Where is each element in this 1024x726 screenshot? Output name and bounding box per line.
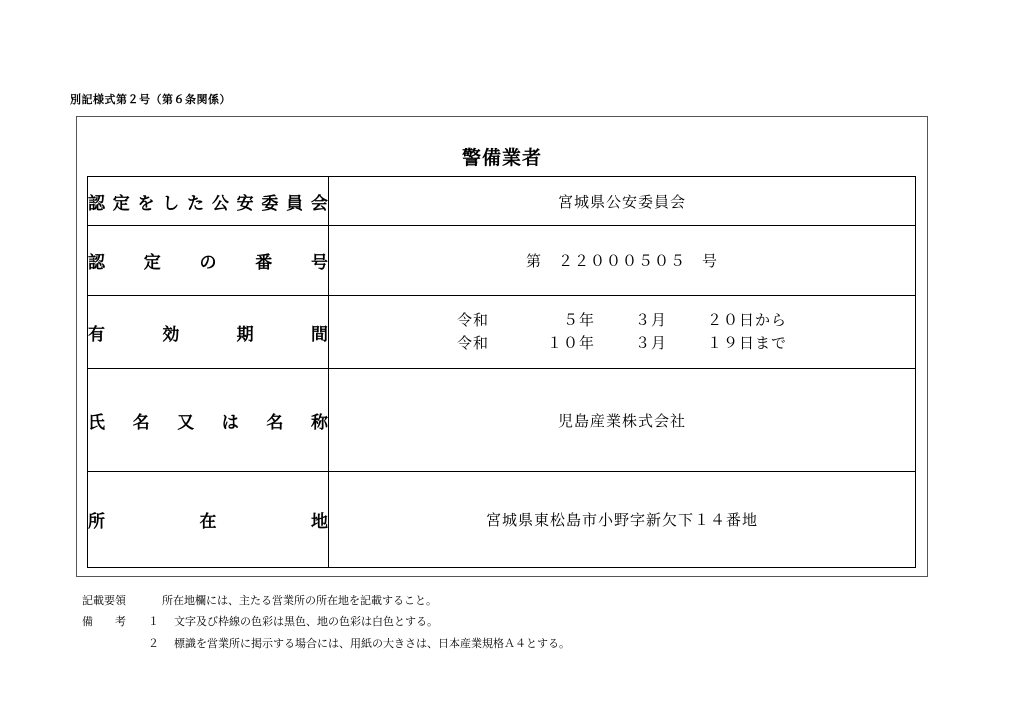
table-row-period	[88, 296, 916, 369]
table-row-commission	[88, 177, 916, 226]
label-char: 員	[286, 193, 304, 214]
label-char: 委	[261, 193, 279, 214]
label-period	[88, 296, 329, 369]
biko-item1-num: １	[148, 615, 159, 628]
label-char: 有	[88, 324, 105, 345]
label-char: 地	[311, 512, 328, 532]
value-commission: 宮城県公安委員会	[329, 177, 916, 226]
form-title: 別記様式第２号（第６条関係）	[70, 93, 231, 106]
value-period	[329, 296, 916, 369]
certificate-table	[87, 176, 916, 568]
label-char: の	[199, 253, 217, 273]
label-char: は	[221, 412, 239, 433]
label-number	[88, 226, 329, 296]
label-char: 所	[88, 512, 105, 532]
label-char: し	[162, 193, 180, 214]
biko-item2-num: ２	[148, 637, 159, 650]
notes-biko	[82, 615, 438, 629]
label-char: 会	[310, 193, 328, 214]
label-char: を	[137, 193, 155, 214]
biko-item2-text: 標識を営業所に掲示する場合には、用紙の大きさは、日本産業規格Ａ４とする。	[174, 637, 570, 650]
value-name: 児島産業株式会社	[329, 369, 916, 472]
biko-label: 備 考	[82, 615, 126, 628]
table-row-name	[88, 369, 916, 472]
label-char: 氏	[88, 412, 105, 433]
kisai-text: 所在地欄には、主たる営業所の所在地を記載すること。	[162, 594, 437, 607]
biko-spacer	[82, 637, 148, 651]
label-char: 公	[211, 193, 229, 214]
label-char: 又	[177, 412, 195, 433]
label-char: 認	[88, 253, 105, 273]
label-char: 認	[88, 193, 105, 214]
period-start-year: ５年	[562, 311, 595, 329]
period-end-year: １０年	[546, 334, 595, 352]
period-start-era: 令和	[457, 311, 490, 329]
biko-item1-text: 文字及び枠線の色彩は黒色、地の色彩は白色とする。	[174, 615, 438, 628]
period-end-month: ３月	[634, 334, 667, 352]
label-char: 効	[162, 324, 180, 345]
label-char: 番	[255, 253, 273, 273]
notes-kisai	[82, 594, 437, 608]
label-address	[88, 472, 329, 568]
period-start-day: ２０日から	[706, 311, 787, 329]
label-char: 名	[266, 412, 284, 433]
value-address: 宮城県東松島市小野字新欠下１４番地	[329, 472, 916, 568]
label-char: 在	[199, 512, 217, 532]
table-row-address	[88, 472, 916, 568]
period-start-month: ３月	[634, 311, 667, 329]
label-char: 期	[236, 324, 254, 345]
kisai-label: 記載要領	[82, 594, 126, 607]
label-char: 称	[310, 412, 328, 433]
label-char: 安	[236, 193, 254, 214]
label-commission	[88, 177, 329, 226]
period-end-era: 令和	[457, 334, 490, 352]
label-char: 号	[311, 253, 328, 273]
period-end	[329, 332, 915, 355]
table-row-number	[88, 226, 916, 296]
period-end-day: １９日まで	[706, 334, 787, 352]
label-name	[88, 369, 329, 472]
sign-heading: 警備業者	[461, 147, 542, 169]
label-char: 名	[132, 412, 150, 433]
label-char: 定	[112, 193, 130, 214]
label-char: た	[187, 193, 205, 214]
notes-biko-2	[82, 637, 570, 651]
period-start	[329, 309, 915, 332]
label-char: 定	[143, 253, 161, 273]
value-number: 第 ２２０００５０５ 号	[329, 226, 916, 296]
label-char: 間	[310, 324, 328, 345]
